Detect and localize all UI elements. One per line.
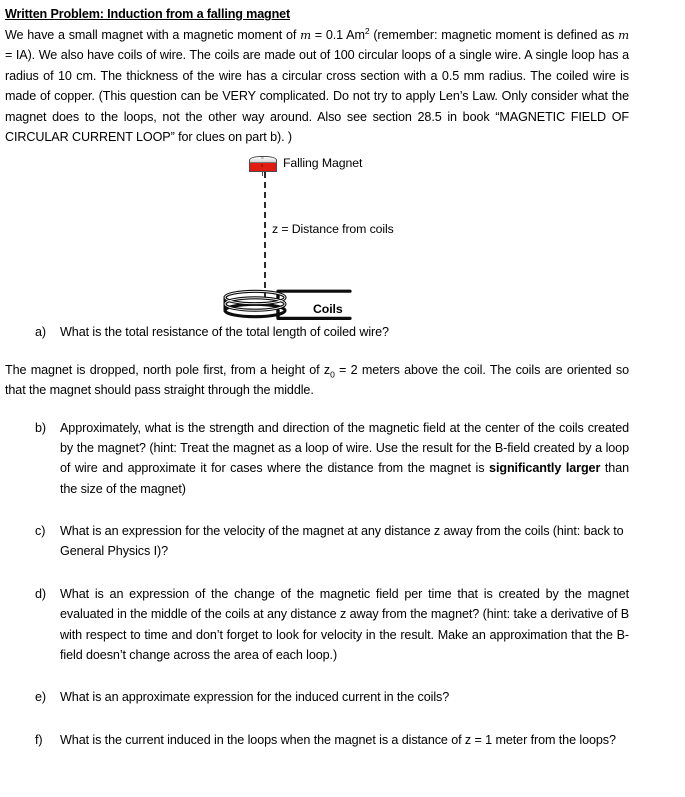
spacer-before-e [5, 665, 655, 687]
distance-label: z = Distance from coils [272, 222, 394, 237]
coils-label: Coils [313, 302, 343, 317]
spacer-after-a [5, 343, 655, 360]
falling-magnet-label: Falling Magnet [283, 156, 363, 171]
intro-text-1: We have a small magnet with a magnetic moment of [5, 28, 301, 42]
question-text-b-part2: than the size of the magnet) [60, 461, 630, 496]
question-text-f: What is the current induced in the loops when the magnet is a distance of z = 1 meter from the loops? [60, 732, 616, 747]
question-text-b-part1: Approximately, what is the strength and direction of the magnetic field at the center of the coils created by the magnet? (hint: Treat the magnet as a loop of wire. Use the result for the B-field created by a loop of wire and approximate it for cases where the distance from the magnet is [60, 420, 629, 476]
intro-text-4: = IA). We also have coils of wire. The coils are made out of 100 circular loops of a single wire. A single loop has a radius of 10 cm. The thickness of the wire has a circular cross section with a 0.5 mm radius. The coiled wire is made of copper. (This question can be VERY complicated. Do not try to apply Len’s Law. Only consider what the magnet does to the loops, not the other way around. Also see section 28.5 in book “MAGNETIC FIELD OF CIRCULAR CURRENT LOOP” for clues on part b). ) [5, 48, 629, 144]
question-text-b-bold: significantly larger [489, 461, 601, 476]
falling-magnet-diagram [0, 147, 685, 322]
question-marker-a: a) [35, 325, 46, 340]
question-item-c [5, 521, 655, 562]
question-marker-d: d) [35, 586, 46, 601]
intro-paragraph [5, 25, 655, 147]
drop-text-1: The magnet is dropped, north pole first, from a height of z [5, 362, 331, 377]
magnet-north-label: N [261, 156, 264, 161]
question-item-e [5, 687, 655, 707]
magnet-south-label: S [261, 164, 264, 169]
question-item-d [5, 584, 655, 666]
spacer-before-f [5, 708, 655, 730]
intro-superscript: 2 [364, 25, 370, 36]
question-item-b [5, 418, 655, 500]
question-text-e: What is an approximate expression for the induced current in the coils? [60, 690, 450, 705]
question-marker-b: b) [35, 420, 46, 435]
question-text-c: What is an expression for the velocity of the magnet at any distance z away from the coils (hint: back to General Physics I)? [60, 524, 624, 559]
question-marker-c: c) [35, 524, 46, 539]
intro-text-3: (remember: magnetic moment is defined as [369, 28, 619, 42]
question-marker-f: f) [35, 732, 43, 747]
question-item-f [5, 730, 655, 750]
variable-m-second: m [618, 28, 629, 42]
drop-text-2: = 2 meters above the coil. The coils are oriented so that the magnet should pass straight through the middle. [5, 362, 629, 398]
question-text-a: What is the total resistance of the total length of coiled wire? [60, 325, 389, 340]
spacer-before-c [5, 499, 655, 521]
question-item-a [5, 322, 655, 342]
distance-dashed-line [264, 172, 266, 298]
question-text-d: What is an expression of the change of the magnetic field per time that is created by the magnet evaluated in the middle of the coils at any distance z away from the magnet? (hint: take a derivative of B with respect to time and don’t forget to look for velocity in the result. Make an approximation that the B-field doesn’t change across the area of each loop.) [60, 586, 629, 663]
drop-subscript: 0 [330, 369, 335, 380]
page-title: Written Problem: Induction from a falling magnet [5, 7, 291, 21]
spacer-before-d [5, 562, 655, 584]
spacer-before-b [5, 401, 655, 418]
question-marker-e: e) [35, 690, 46, 705]
variable-m-first: m [300, 28, 311, 42]
intro-text-2: = 0.1 Am [310, 28, 365, 42]
drop-paragraph [5, 360, 655, 401]
